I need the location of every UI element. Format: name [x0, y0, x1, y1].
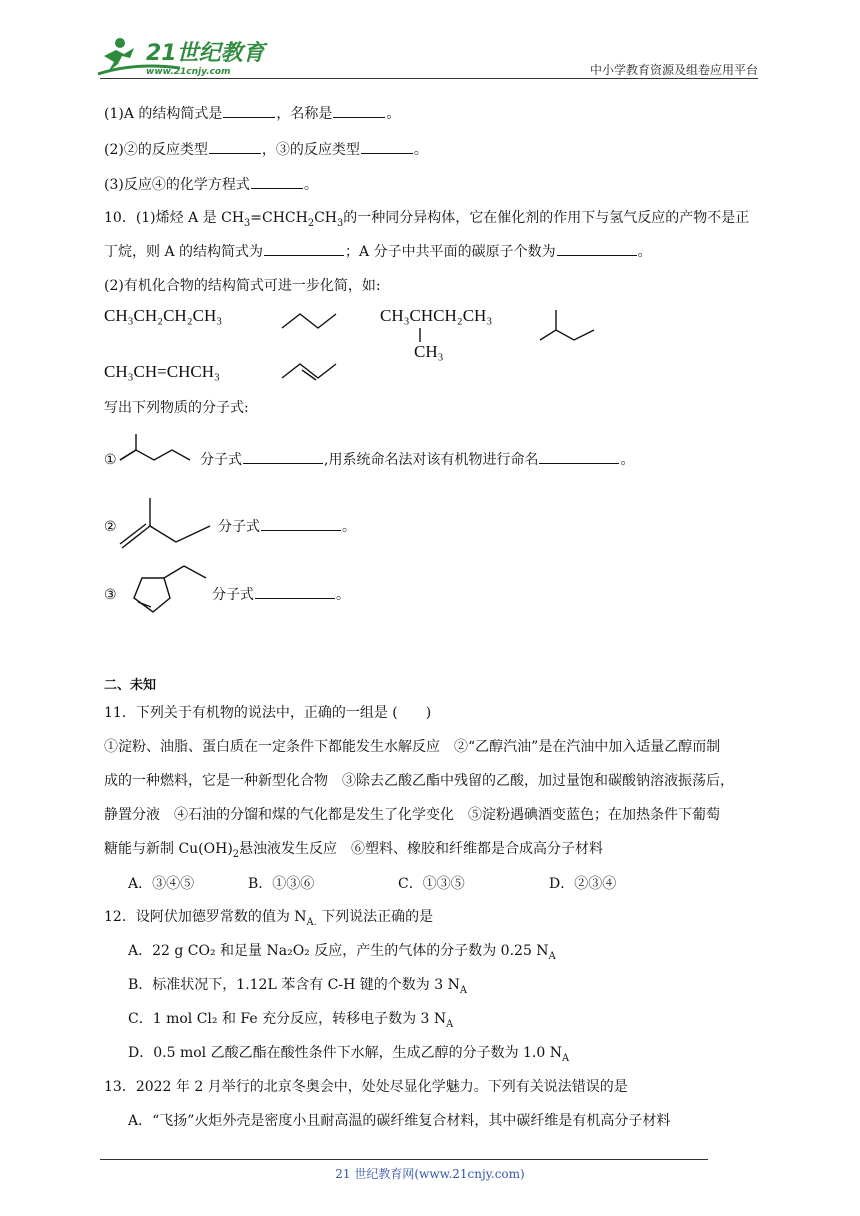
q10-item-1-num: ①: [104, 452, 117, 468]
skeletal-item-1-icon: [118, 432, 194, 478]
answer-blank[interactable]: [557, 242, 637, 256]
answer-blank[interactable]: [261, 517, 341, 531]
answer-blank[interactable]: [209, 140, 261, 154]
formula-2-butene: CH₃CH=CHCH₃: [104, 362, 220, 381]
q10-item-1-text: 分子式 ,用系统命名法对该有机物进行命名 。: [200, 452, 635, 468]
answer-blank[interactable]: [333, 104, 385, 118]
q10-line-3: (2)有机化合物的结构简式可进一步化简，如:: [104, 278, 381, 294]
q11-option-a[interactable]: A．③④⑤: [128, 876, 195, 892]
logo-text: 21世纪教育: [146, 41, 265, 66]
q9-line-2: (2)②的反应类型 ，③的反应类型 。: [104, 142, 428, 158]
q11-stem: 11．下列关于有机物的说法中，正确的一组是 ( ): [104, 705, 432, 721]
q13-option-a[interactable]: A．“飞扬”火炬外壳是密度小且耐高温的碳纤维复合材料，其中碳纤维是有机高分子材料: [128, 1113, 671, 1129]
q10-line-2: 丁烷，则 A 的结构简式为 ；A 分子中共平面的碳原子个数为 。: [104, 244, 652, 260]
skeletal-butane-icon: [280, 308, 340, 332]
answer-blank[interactable]: [251, 175, 303, 189]
q12-stem: 12．设阿伏加德罗常数的值为 $N_{A.}$ 下列说法正确的是: [104, 909, 434, 928]
skeletal-item-3-icon: [118, 564, 212, 616]
skeletal-2-methylbutane-icon: [538, 308, 598, 344]
q10-item-2-text: 分子式 。: [218, 519, 356, 535]
platform-name: 中小学教育资源及组卷应用平台: [589, 63, 758, 77]
answer-blank[interactable]: [255, 585, 335, 599]
answer-blank[interactable]: [223, 104, 275, 118]
q12-option-b[interactable]: B．标准状况下，1.12L 苯含有 C-H 键的个数为 3 $N_A$: [128, 977, 467, 996]
skeletal-2-butene-icon: [280, 358, 340, 382]
q11-option-c[interactable]: C．①③⑤: [398, 876, 465, 892]
q11-para-4: 糖能与新制 $Cu(OH)_2$悬浊液发生反应 ⑥塑料、橡胶和纤维都是合成高分子材料: [104, 841, 604, 860]
q10-item-3-num: ③: [104, 587, 117, 603]
section-title: 二、未知: [104, 678, 157, 693]
logo-url: www.21cnjy.com: [146, 67, 231, 77]
skeletal-item-2-icon: [118, 496, 214, 552]
q11-para-3: 静置分液 ④石油的分馏和煤的气化都是发生了化学变化 ⑤淀粉遇碘酒变蓝色；在加热条件下葡萄: [104, 807, 720, 823]
q10-line-4: 写出下列物质的分子式:: [104, 400, 249, 416]
q11-option-d[interactable]: D．②③④: [549, 876, 617, 892]
q10-line-1: 10．(1)烯烃 A 是 $CH_3=CHCH_2CH_3$的一种同分异构体，它在催化剂的作用下与氢气反应的产物不是正: [104, 210, 750, 229]
q11-option-b[interactable]: B．①③⑥: [248, 876, 315, 892]
q10-item-2-num: ②: [104, 519, 117, 535]
formula-methyl: CH₃: [414, 342, 444, 361]
answer-blank[interactable]: [243, 450, 323, 464]
answer-blank[interactable]: [264, 242, 344, 256]
footer-text[interactable]: 21 世纪教育网(www.21cnjy.com): [335, 1167, 525, 1181]
q10-item-3-text: 分子式 。: [212, 587, 350, 603]
answer-blank[interactable]: [539, 450, 619, 464]
logo-icon: [94, 34, 264, 78]
header: [0, 0, 860, 80]
footer-divider: [100, 1159, 708, 1160]
answer-blank[interactable]: [361, 140, 413, 154]
q11-para-2: 成的一种燃料，它是一种新型化合物 ③除去乙酸乙酯中残留的乙酸，加过量饱和碳酸钠溶液振荡后，: [104, 773, 734, 789]
q12-option-a[interactable]: A．22 g CO₂ 和足量 Na₂O₂ 反应，产生的气体的分子数为 0.25 $N_A$: [128, 943, 556, 962]
q9-line-1: (1)A 的结构简式是 ，名称是 。: [104, 106, 401, 122]
formula-2-methylbutane: CH₃CHCH₂CH₃: [380, 306, 493, 325]
header-divider: [100, 78, 758, 79]
q12-option-d[interactable]: D．0.5 mol 乙酸乙酯在酸性条件下水解，生成乙醇的分子数为 1.0 $N_A$: [128, 1045, 570, 1064]
q13-stem: 13．2022 年 2 月举行的北京冬奥会中，处处尽显化学魅力。下列有关说法错误的是: [104, 1079, 628, 1095]
formula-butane: CH₃CH₂CH₂CH₃: [104, 306, 223, 325]
q9-line-3: (3)反应④的化学方程式 。: [104, 177, 318, 193]
q12-option-c[interactable]: C．1 mol Cl₂ 和 Fe 充分反应，转移电子数为 3 $N_A$: [128, 1011, 454, 1030]
q11-para-1: ①淀粉、油脂、蛋白质在一定条件下都能发生水解反应 ②“乙醇汽油”是在汽油中加入适量乙醇而制: [104, 739, 721, 755]
